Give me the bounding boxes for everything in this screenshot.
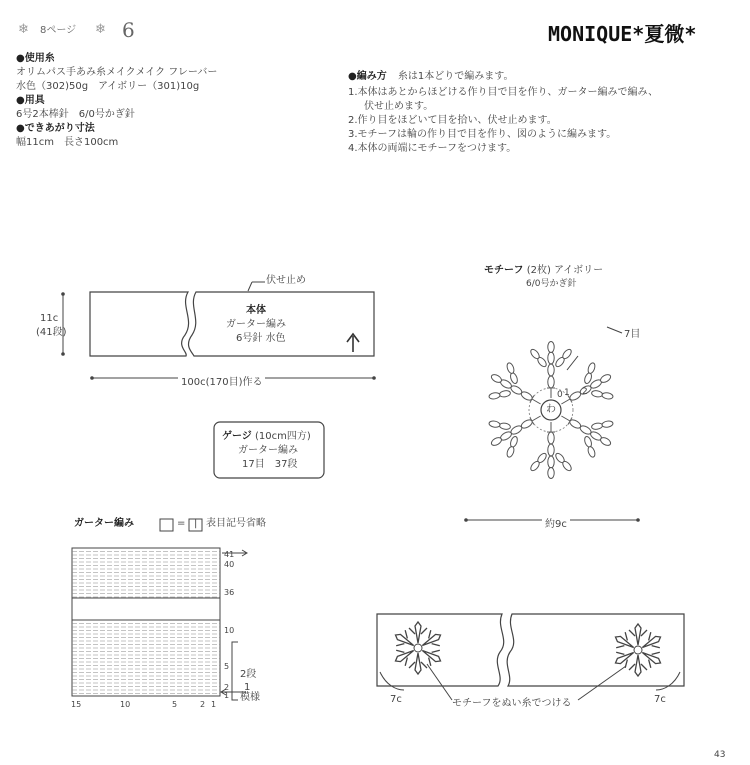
- motif-hook: 6/0号かぎ針: [526, 279, 577, 289]
- row-label-40: 40: [224, 560, 235, 569]
- legend-text: 表目記号省略: [206, 518, 266, 529]
- knitting-chart-grid: [72, 548, 220, 696]
- repeat-label: [240, 668, 256, 682]
- size-line: 幅11cm 長さ100cm: [16, 137, 119, 148]
- yarn-line-2: 水色（302)50g アイボリー（301)10g: [16, 81, 200, 92]
- round-label-1: 1: [564, 388, 570, 398]
- body-stitch: ガーター編み: [226, 319, 286, 330]
- tools-line: 6号2本棒針 6/0号かぎ針: [16, 109, 135, 120]
- row-label-10: 10: [224, 626, 235, 635]
- body-needle: 6号針 水色: [236, 333, 286, 344]
- chain-count-label: 7目: [624, 329, 641, 340]
- assembly-note: モチーフをぬい糸でつける: [452, 698, 572, 709]
- chart-title: ガーター編み: [74, 518, 134, 529]
- row-label-36: 36: [224, 588, 235, 597]
- col-label-1: 1: [211, 700, 217, 709]
- motif-right: [611, 624, 665, 676]
- method-heading: 編み方: [356, 71, 387, 82]
- page-number: 43: [714, 750, 726, 760]
- method-step: 伏せ止めます。: [364, 101, 434, 112]
- gauge-title: ゲージ: [222, 431, 252, 442]
- motif-left: [391, 622, 445, 674]
- yarn-line-1: オリムパス手あみ糸メイクメイク フレーバー: [16, 67, 218, 78]
- legend-symbol: |: [194, 518, 198, 529]
- row-label-2: 2: [224, 683, 230, 692]
- method-step: 2.作り目をほどいて目を拾い、伏せ止めます。: [348, 115, 557, 126]
- snowflake-icon: ❄: [18, 22, 29, 37]
- watermark-text: MONIQUE*夏微*: [548, 22, 697, 46]
- legend-box-empty: [160, 519, 173, 531]
- chart-outline: [72, 548, 220, 696]
- method-step: 1.本体はあとからほどける作り目で目を作り、ガーター編みで編み、: [348, 87, 659, 98]
- repeat-rows: 2段: [240, 669, 257, 680]
- bind-off-leader: [248, 282, 265, 291]
- pattern-number: 6: [122, 18, 135, 42]
- row-label-1: 1: [224, 691, 230, 700]
- motif-title-row: [484, 264, 603, 278]
- repeat-bracket: [232, 642, 238, 700]
- gauge-values: 17目 37段: [242, 459, 298, 470]
- round-label-0: 0: [557, 390, 563, 400]
- bind-off-label: 伏せ止め: [266, 275, 306, 286]
- method-intro: 糸は1本どりで編みます。: [397, 71, 514, 82]
- motif-width-label: 約9c: [542, 518, 570, 532]
- legend-equals: =: [177, 518, 186, 529]
- ring-label: わ: [546, 404, 556, 415]
- repeat-number: 1: [244, 682, 251, 693]
- col-label-2: 2: [200, 700, 206, 709]
- col-label-10: 10: [120, 700, 131, 709]
- length-label: 100c(170目)作る: [178, 376, 265, 390]
- row-label-41: 41: [224, 550, 235, 559]
- tools-heading: ●用具: [16, 95, 45, 106]
- motif-title: モチーフ: [484, 265, 524, 276]
- round-label-2: 2: [582, 387, 588, 397]
- right-width-label: 7c: [654, 694, 666, 705]
- method-heading-row: ●編み方 糸は1本どりで編みます。: [348, 71, 514, 82]
- snowflake-icon: ❄: [95, 22, 106, 37]
- gauge-stitch: ガーター編み: [238, 445, 298, 456]
- yarn-heading: ●使用糸: [16, 53, 55, 64]
- row-label-5: 5: [224, 662, 230, 671]
- height-rows-label: (41段): [36, 327, 67, 338]
- repeat-word: 模様: [240, 692, 260, 703]
- col-label-5: 5: [172, 700, 178, 709]
- direction-arrow: [347, 334, 359, 352]
- chain-leader: [607, 327, 622, 333]
- height-dimension: [61, 292, 65, 356]
- gauge-size-note: (10cm四方): [255, 431, 311, 442]
- height-label: 11c: [40, 313, 59, 324]
- col-label-15: 15: [71, 700, 82, 709]
- motif-count: (2枚) アイボリー: [526, 265, 604, 276]
- method-step: 4.本体の両端にモチーフをつけます。: [348, 143, 517, 154]
- method-step: 3.モチーフは輪の作り目で目を作り、図のように編みます。: [348, 129, 617, 140]
- gauge-title-row: [222, 430, 311, 444]
- size-heading: ●できあがり寸法: [16, 123, 95, 134]
- page-reference: 8ページ: [40, 25, 77, 36]
- left-width-label: 7c: [390, 694, 402, 705]
- body-title: 本体: [246, 305, 266, 316]
